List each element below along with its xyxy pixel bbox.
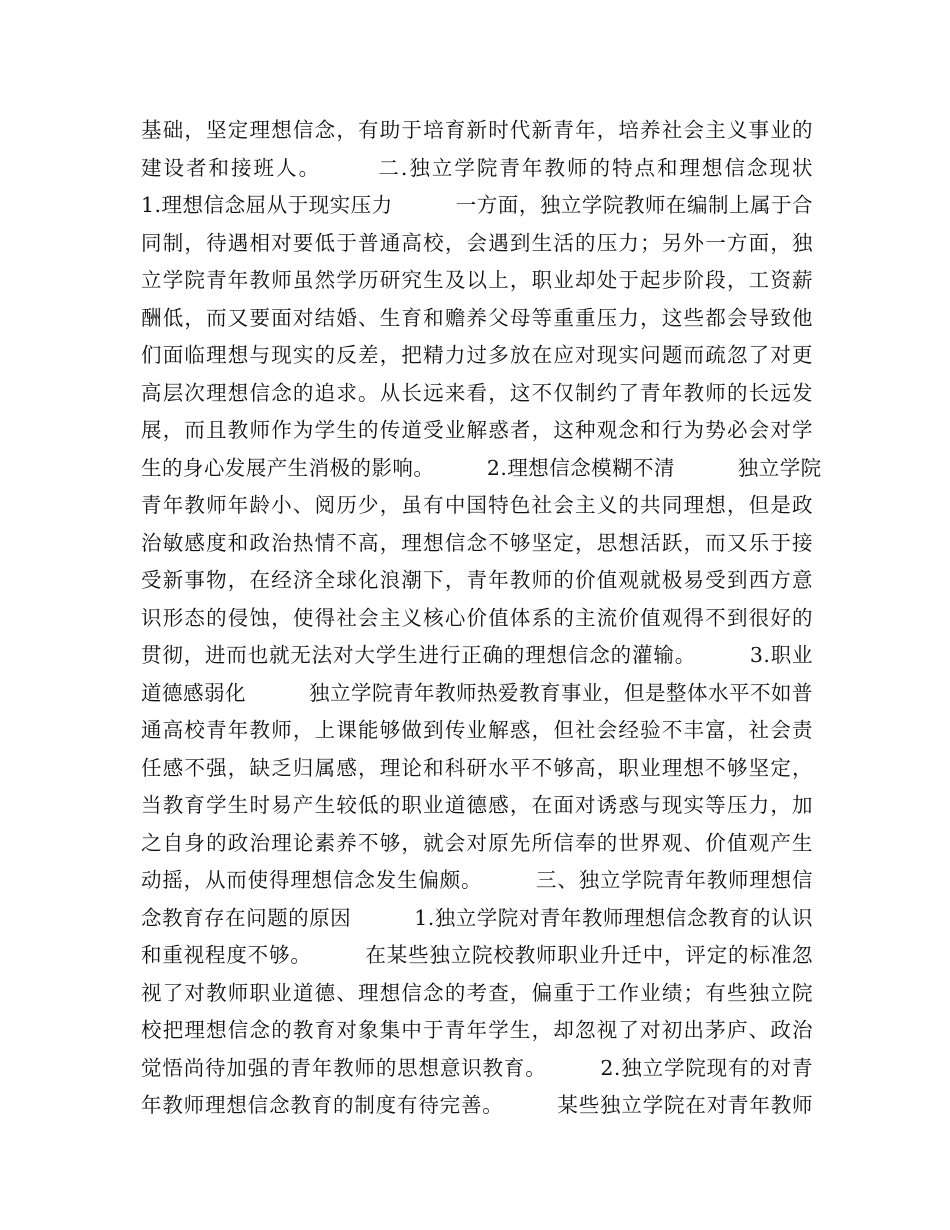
text-line: 任感不强，缺乏归属感，理论和科研水平不够高，职业理想不够坚定， — [141, 755, 813, 780]
text-line: 治敏感度和政治热情不高，理想信念不够坚定，思想活跃，而又乐于接 — [141, 530, 813, 555]
text-line: 1.理想信念屈从于现实压力 一方面，独立学院教师在编制上属于合 — [141, 193, 813, 217]
text-line: 年教师理想信念教育的制度有待完善。 某些独立学院在对青年教师 — [141, 1093, 813, 1117]
text-line: 识形态的侵蚀，使得社会主义核心价值体系的主流价值观得不到很好的 — [141, 605, 813, 630]
text-line: 同制，待遇相对要低于普通高校，会遇到生活的压力；另外一方面，独 — [141, 230, 813, 255]
body-text — [141, 112, 822, 1125]
text-line: 建设者和接班人。 二.独立学院青年教师的特点和理想信念现状 — [141, 155, 813, 180]
text-line: 立学院青年教师虽然学历研究生及以上，职业却处于起步阶段，工资薪 — [141, 268, 813, 292]
text-line: 道德感弱化 独立学院青年教师热爱教育事业，但是整体水平不如普 — [141, 680, 813, 705]
text-line: 视了对教师职业道德、理想信念的考查，偏重于工作业绩；有些独立院 — [141, 980, 813, 1005]
text-line: 觉悟尚待加强的青年教师的思想意识教育。 2.独立学院现有的对青 — [141, 1055, 813, 1080]
text-line: 通高校青年教师，上课能够做到传业解惑，但社会经验不丰富，社会责 — [141, 718, 813, 742]
text-line: 展，而且教师作为学生的传道受业解惑者，这种观念和行为势必会对学 — [141, 418, 813, 442]
text-line: 生的身心发展产生消极的影响。 2.理想信念模糊不清 独立学院 — [141, 455, 822, 480]
text-line: 当教育学生时易产生较低的职业道德感，在面对诱惑与现实等压力，加 — [141, 793, 813, 817]
text-line: 念教育存在问题的原因 1.独立学院对青年教师理想信念教育的认识 — [141, 905, 813, 930]
text-line: 动摇，从而使得理想信念发生偏颇。 三、独立学院青年教师理想信 — [141, 868, 813, 892]
text-line: 们面临理想与现实的反差，把精力过多放在应对现实问题而疏忽了对更 — [141, 343, 813, 367]
text-line: 校把理想信念的教育对象集中于青年学生，却忽视了对初出茅庐、政治 — [141, 1018, 813, 1042]
text-line: 基础，坚定理想信念，有助于培育新时代新青年，培养社会主义事业的 — [141, 118, 813, 142]
text-line: 酬低，而又要面对结婚、生育和赡养父母等重重压力，这些都会导致他 — [141, 305, 813, 330]
text-line: 青年教师年龄小、阅历少，虽有中国特色社会主义的共同理想，但是政 — [141, 493, 813, 517]
text-line: 之自身的政治理论素养不够，就会对原先所信奉的世界观、价值观产生 — [141, 830, 813, 855]
text-line: 受新事物，在经济全球化浪潮下，青年教师的价值观就极易受到西方意 — [141, 568, 813, 592]
text-line: 贯彻，进而也就无法对大学生进行正确的理想信念的灌输。 3.职业 — [141, 643, 813, 667]
text-line: 和重视程度不够。 在某些独立院校教师职业升迁中，评定的标准忽 — [141, 943, 813, 967]
text-line: 高层次理想信念的追求。从长远来看，这不仅制约了青年教师的长远发 — [141, 380, 813, 405]
